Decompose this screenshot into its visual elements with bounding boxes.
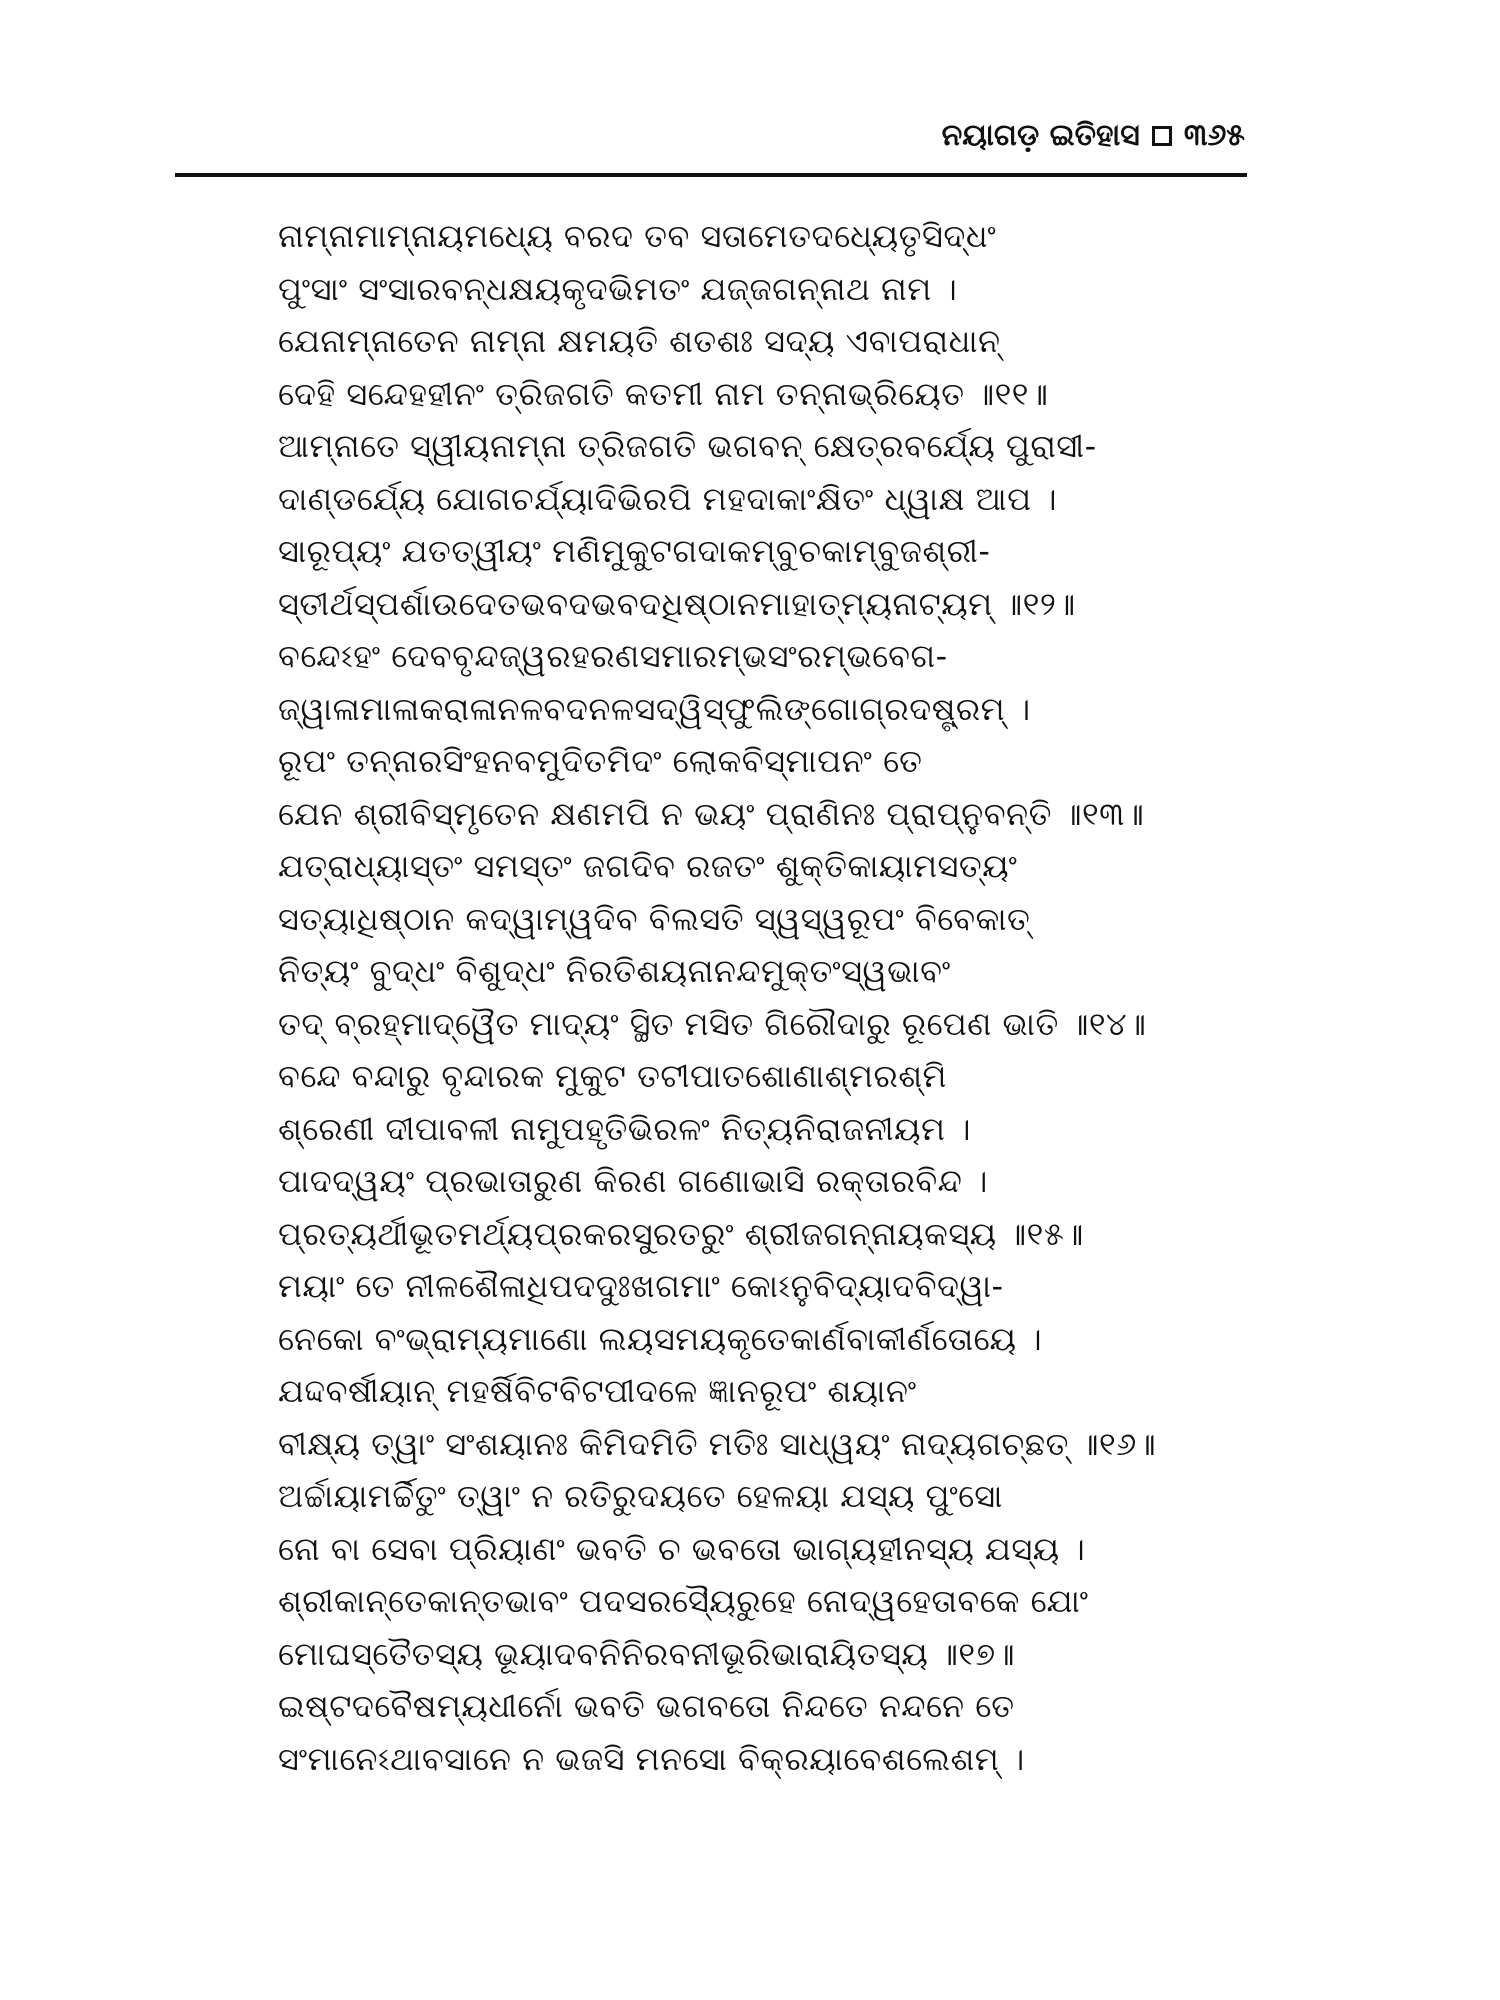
verse-line: ଯେନ ଶ୍ରୀବିସ୍ମୃତେନ କ୍ଷଣମପି ନ ଭୟଂ ପ୍ରାଣିନଃ ପ୍ରାପ୍ନୁବନ୍ତି ॥୧୩॥ — [278, 794, 1145, 833]
verse-line: ନାମ୍ନାମାମ୍ନାୟମଧ୍ୟେ ବରଦ ତବ ସତାମେତଦଧ୍ୟେତୃସିଦ୍ଧଂ — [278, 217, 997, 255]
verse-line: ପୁଂସାଂ ସଂସାରବନ୍ଧକ୍ଷୟକୃଦଭିମତଂ ଯଜ୍ଜଗନ୍ନାଥ ନାମ । — [278, 269, 958, 308]
verse-line: ଯଦ୍ଦବର୍ଷୀୟାନ୍ ମହର୍ଷିବିଟବିଟପୀଦଳେ ଜ୍ଞାନରୂପଂ ଶୟାନଂ — [278, 1372, 917, 1410]
verse-line: ଯତ୍ରାଧ୍ୟାସ୍ତଂ ସମସ୍ତଂ ଜଗଦିବ ରଜତଂ ଶୁକ୍ତିକାୟାମସତ୍ୟଂ — [278, 847, 1018, 885]
verse-line: ଅର୍ଚ୍ଚାୟାମର୍ଚ୍ଚିତୁଂ ତ୍ୱାଂ ନ ରତିରୁଦୟତେ ହେଳୟା ଯସ୍ୟ ପୁଂସୋ — [278, 1477, 1003, 1515]
verse-line: ବୀକ୍ଷ୍ୟ ତ୍ୱାଂ ସଂଶୟାନଃ କିମିଦମିତି ମତିଃ ସାଧ୍ୱୟଂ ନାଦ୍ୟଗଚ୍ଛତ୍ ॥୧୬॥ — [278, 1424, 1157, 1463]
header-rule — [175, 173, 1247, 177]
verse-line: ସ୍ତୀର୍ଥସ୍ପର୍ଶାଉଦେତଭବଦଭବଦଧିଷ୍ଠାନମାହାତ୍ମ୍ୟନାଟ୍ୟମ୍ ॥୧୨॥ — [278, 584, 1076, 623]
verse-line: ପାଦଦ୍ୱୟଂ ପ୍ରଭାତାରୁଣ କିରଣ ଗଣୋଭାସି ରକ୍ତାରବିନ୍ଦ । — [278, 1162, 988, 1200]
header-title: ନୟାଗଡ଼ ଇତିହାସ — [941, 118, 1140, 153]
verse-line: ରୂପଂ ତନ୍ନାରସିଂହନବମୁଦିତମିଦଂ ଲୋକବିସ୍ମାପନଂ ତେ — [278, 742, 923, 780]
verse-line: ଶ୍ରେଣୀ ଦୀପାବଳୀ ନାମୁପହୃତିଭିରଳଂ ନିତ୍ୟନିରାଜନୀୟମ । — [278, 1109, 972, 1148]
verse-line: ନୋ ବା ସେବା ପ୍ରିୟାଣଂ ଭବତି ଚ ଭବତୋ ଭାଗ୍ୟହୀନସ୍ୟ ଯସ୍ୟ । — [278, 1529, 1086, 1568]
verse-line: ଯେନାମ୍ନାତେନ ନାମ୍ନା କ୍ଷମୟତି ଶତଶଃ ସଦ୍ୟ ଏବାପରାଧାନ୍ — [278, 322, 1001, 360]
running-header — [942, 118, 1245, 153]
verse-line: ମୟାଂ ତେ ନୀଳଶୈଳାଧିପଦଦୁଃଖଗମାଂ କୋଽନୁବିଦ୍ୟାଦବିଦ୍ୱା- — [278, 1267, 1004, 1305]
verse-line: ନିତ୍ୟଂ ବୁଦ୍ଧଂ ବିଶୁଦ୍ଧଂ ନିରତିଶୟନାନନ୍ଦମୁକ୍ତଂସ୍ୱଭାବଂ — [278, 952, 951, 990]
verse-line: ଇଷ୍ଟଦବୈଷମ୍ୟଧୀର୍ନୋ ଭବତି ଭଗବତୋ ନିନ୍ଦତେ ନନ୍ଦନେ ତେ — [278, 1687, 1015, 1725]
verse-line: ଜ୍ୱାଳାମାଳାକରାଳାନଳବଦନଳସଦ୍ୱିସ୍ଫୁଲିଙ୍ଗୋଗ୍ରଦଷ୍ଟ୍ରମ୍ । — [278, 689, 1031, 728]
verse-line: ନେକୋ ବଂଭ୍ରାମ୍ୟମାଣୋ ଲୟସମୟକୃତେକାର୍ଣବାକୀର୍ଣତୋୟେ । — [278, 1319, 1043, 1358]
verse-line: ବନ୍ଦେ ବନ୍ଦାରୁ ବୃନ୍ଦାରକ ମୁକୁଟ ତଟୀପାତଶୋଣାଶ୍ମରଶ୍ମି — [278, 1057, 947, 1095]
verse-line: ଆମ୍ନାତେ ସ୍ୱୀୟନାମ୍ନା ତ୍ରିଜଗତି ଭଗବନ୍ କ୍ଷେତ୍ରବର୍ଯ୍ୟେ ପୁରାସୀ- — [278, 427, 1097, 465]
verse-line: ବନ୍ଦେଽହଂ ଦେବବୃନ୍ଦଜ୍ୱରହରଣସମାରମ୍ଭସଂରମ୍ଭବେଗ- — [278, 637, 948, 675]
verse-line: ସଂମାନେଽଥାବସାନେ ନ ଭଜସି ମନସୋ ବିକ୍ରୟାବେଶଲେଶମ୍ । — [278, 1739, 1025, 1778]
verse-line: ସାରୂପ୍ୟଂ ଯତତ୍ୱୀୟଂ ମଣିମୁକୁଟଗଦାକମ୍ବୁଚକାମ୍ବୁଜଶ୍ରୀ- — [278, 532, 991, 570]
verse-line: ଶ୍ରୀକାନ୍ତେକାନ୍ତଭାବଂ ପଦସରସୈ୍ୟରୁହେ ନୋଦ୍ୱହେତାବକେ ଯୋଂ — [278, 1582, 1089, 1620]
verse-line: ଦାଣ୍ଡର୍ଯ୍ୟେ ଯୋଗଚର୍ଯ୍ୟାଦିଭିରପି ମହଦାକାଂକ୍ଷିତଂ ଧ୍ୱାକ୍ଷ ଆପ । — [278, 479, 1058, 518]
verse-line: ଦେହି ସନ୍ଦେହହୀନଂ ତ୍ରିଜଗତି କତମୀ ନାମ ତନ୍ନାଭ୍ରିୟେତ ॥୧୧॥ — [278, 374, 1049, 413]
page-number: ୩୬୫ — [1183, 118, 1245, 153]
header-separator-box — [1152, 126, 1172, 146]
verse-line: ପ୍ରତ୍ୟର୍ଥୀଭୂତମର୍ଥ୍ୟପ୍ରକରସୁରତରୁଂ ଶ୍ରୀଜଗନ୍ନାୟକସ୍ୟ ॥୧୫॥ — [278, 1214, 1084, 1253]
verse-block — [278, 210, 1268, 1785]
verse-line: ମୋଘସ୍ତୈତସ୍ୟ ଭୂୟାଦବନିନିରବନୀଭୂରିଭାରାୟିତସ୍ୟ ॥୧୭॥ — [278, 1634, 1016, 1673]
verse-line: ତଦ୍ ବ୍ରହ୍ମାଦ୍ୱୈତ ମାଦ୍ୟଂ ସ୍ଥିତ ମସିତ ଗିରୌଦାରୁ ରୂପେଣ ଭାତି ॥୧୪॥ — [278, 1004, 1147, 1043]
verse-line: ସତ୍ୟାଧିଷ୍ଠାନ କଦ୍ୱାମ୍ୱଦିବ ବିଲସତି ସ୍ୱସ୍ୱରୂପଂ ବିବେକାତ୍ — [278, 899, 1031, 938]
